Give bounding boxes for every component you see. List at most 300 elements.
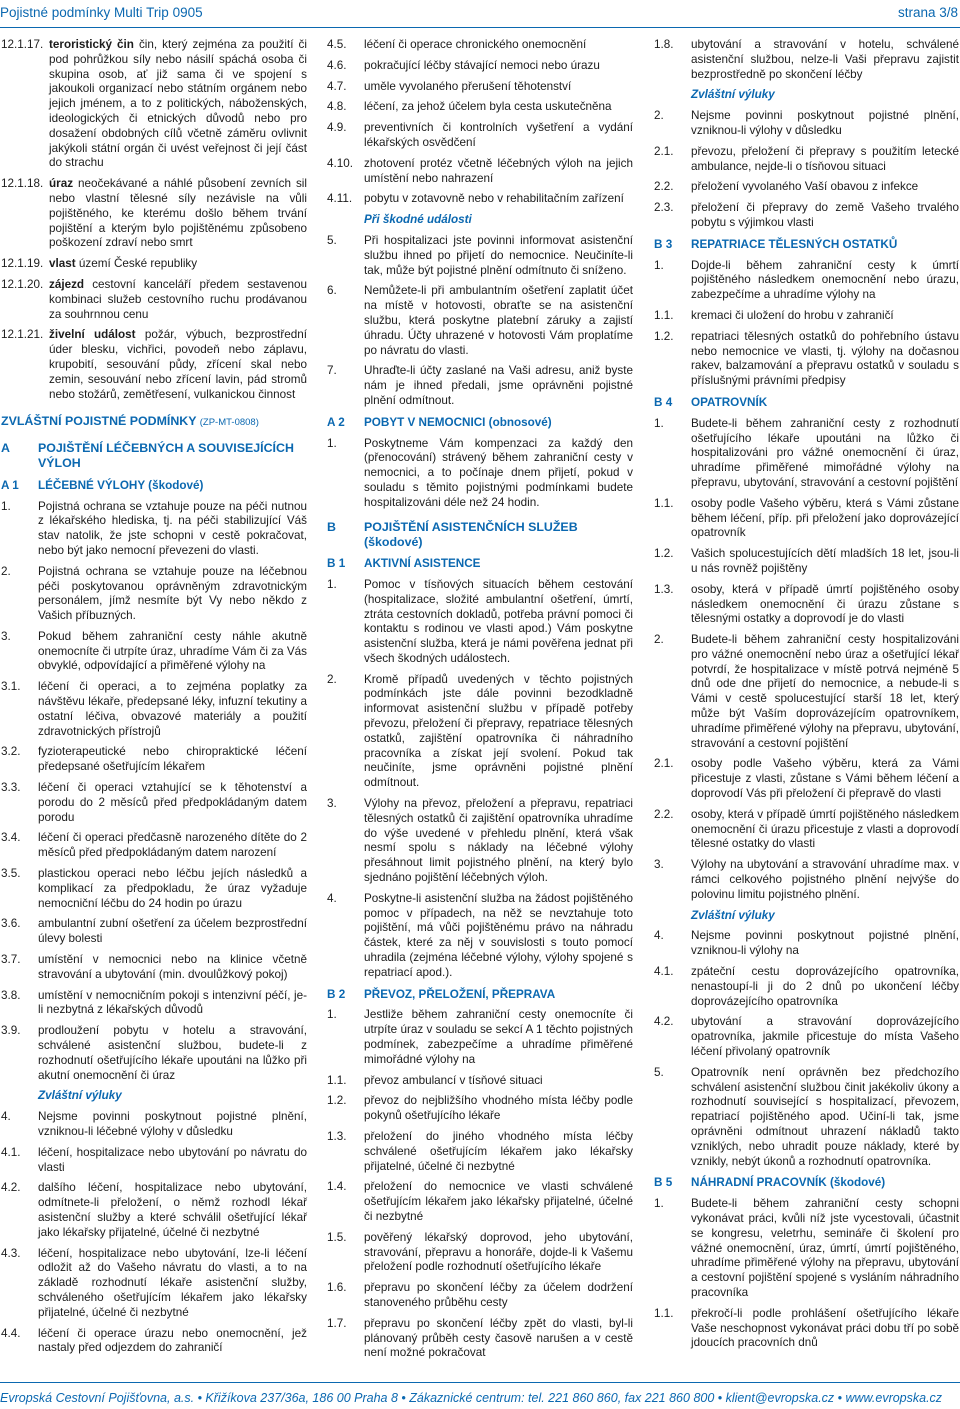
clause-number: 1.2. <box>654 547 674 561</box>
clause-number: 1. <box>654 258 664 272</box>
clause-text <box>364 1281 633 1311</box>
text-column-1 <box>1 38 307 1362</box>
clause <box>1 565 307 624</box>
clause-body: repatriaci tělesných ostatků do pohřebního ústavu nebo nemocnice ve vlasti, tj. výlohy na dočasnou rakev, balzamování a přepravu ostatků v souladu s příslušnými právními předpisy <box>691 329 959 388</box>
clause <box>654 1197 959 1301</box>
clause-text <box>38 565 307 624</box>
clause-number: 3.4. <box>1 831 21 845</box>
clause-body: Výlohy na převoz, přeložení a přepravu, repatriaci tělesných ostatků či zajištění opatrovníka uhradíme do výše uvedené v přehledu plnění, která však nesmí spolu s náklady na léčebné výlohy přesáhnout limit pojistného plnění, na který bylo sjednáno pojištění léčebných výloh. <box>364 797 633 885</box>
subsection-heading <box>1 479 307 494</box>
exclusions-heading: Zvláštní výluky <box>691 88 775 102</box>
clause <box>654 757 959 801</box>
clause-text <box>691 497 959 541</box>
clause <box>654 330 959 389</box>
clause-text <box>49 257 307 272</box>
clause <box>1 745 307 775</box>
clause-text <box>691 808 959 852</box>
clause-text <box>364 364 633 408</box>
clause-text <box>38 831 307 861</box>
clause-body: léčení či operace chronického onemocnění <box>364 38 587 51</box>
section-title: POJIŠTĚNÍ ASISTENČNÍCH SLUŽEB (škodové) <box>364 519 578 549</box>
clause-number: 1. <box>654 1197 664 1211</box>
clause-number: 5. <box>327 233 337 247</box>
clause-body: léčení, za jehož účelem byla cesta uskutečněna <box>364 100 612 114</box>
clause-number: 4. <box>327 891 337 905</box>
clause <box>1 1181 307 1240</box>
clause-number: 3.5. <box>1 867 21 881</box>
clause-body: převoz ambulancí v tísňové situaci <box>364 1073 543 1087</box>
clause-body: Nemůžete-li při ambulantním ošetření zaplatit účet na místě v hotovosti, obraťte se na asistenční službu, která poskytne platební záruky a zajistí úhradu. Účty uhrazené v hotovosti Vám proplatíme po návratu do vlasti. <box>364 284 633 357</box>
clause-body: překročí-li podle prohlášení ošetřujícího lékaře Vaše neschopnost vykonávat práci dobu tří po sobě jdoucích pracovních dnů <box>691 1306 959 1350</box>
clause-text <box>691 109 959 139</box>
clause <box>327 1094 633 1124</box>
clause-body: ubytování a stravování doprovázejícího opatrovníka, jakmile přicestuje do místa Vašeho léčení přivolaný opatrovník <box>691 1015 959 1059</box>
clause-body: léčení, hospitalizace nebo ubytování po návratu do vlasti <box>38 1145 307 1174</box>
clause-text <box>364 38 633 53</box>
clause-text <box>38 953 307 983</box>
clause <box>327 38 633 53</box>
clause-text <box>364 192 633 207</box>
clause-text <box>691 259 959 303</box>
defined-term: zájezd <box>49 277 85 291</box>
clause-text <box>691 38 959 82</box>
clause <box>654 1307 959 1351</box>
footer-divider <box>0 1382 960 1383</box>
clause-body: kremaci či uložení do hrobu v zahraničí <box>691 308 894 322</box>
clause-number: 4. <box>1 1110 11 1124</box>
clause-body: léčení či operaci vztahující se k těhotenství a porodu do 2 měsíců před předpokládaným datem porodu <box>38 781 307 824</box>
clause <box>327 59 633 74</box>
clause-number: 4.7. <box>327 79 347 93</box>
clause-text <box>38 680 307 739</box>
clause-body: Opatrovník není oprávněn bez předchozího schválení asistenční službou činit jakékoliv úkony a rozhodnutí související s hospitalizací, převozem, repatriací pojištěného apod. Učiní-li tak, jsme oprávněni odmítnout uhrazení nákladů takto vzniklých, nebo uhradit pouze náklady, které by vznikly, nebýt úkonů a rozhodnutí opatrovníka. <box>691 1065 959 1168</box>
clause-number: 1.2. <box>654 329 674 343</box>
clause-number: 1.6. <box>327 1281 347 1295</box>
clause-number: 3.9. <box>1 1024 21 1038</box>
clause-text <box>38 1146 307 1176</box>
clause-text <box>364 1180 633 1224</box>
section-letter: B <box>327 519 336 534</box>
clause <box>1 500 307 559</box>
clause-body: Pomoc v tísňových situacích během cestování (hospitalizace, složité ambulantní ošetření, úmrtí, ztráta cestovních dokladů, potřeba právní pomoci či kontaktu s rodinou ve vlasti apod.) Vám poskytne asistenční služba, která je námi pověřena jednat při všech škodných událostech. <box>364 577 633 665</box>
clause-text <box>691 965 959 1009</box>
special-conditions-code: (ZP-MT-0808) <box>199 417 259 429</box>
clause-text <box>38 1327 307 1357</box>
clause-number: 12.1.18. <box>1 177 44 191</box>
clause <box>327 1074 633 1089</box>
clause-body: Budete-li během zahraniční cesty z rozhodnutí ošetřujícího lékaře upoutáni na lůžko či hospitalizováni pro vážné onemocnění či úraz, uhradíme přiměřené mimořádné výlohy na přepravu, ubytování, stravování a cestovní pojištění <box>691 416 959 489</box>
clause-body: pověřený lékařský doprovod, jeho ubytování, stravování, přepravu a honoráře, dojde-li k Vašemu přeložení podle rozhodnutí ošetřujícího lékaře <box>364 1230 633 1274</box>
subsection-title: NÁHRADNÍ PRACOVNÍK (škodové) <box>691 1176 886 1190</box>
clause <box>327 1231 633 1275</box>
clause-body: Při hospitalizaci jste povinni informovat asistenční službu ihned po přijetí do nemocnice. Neučiníte-li tak, může být pojistné plnění odmítnuto či sníženo. <box>364 233 633 277</box>
clause <box>654 145 959 175</box>
subsection-heading <box>327 557 633 572</box>
subsection-heading <box>327 416 633 431</box>
clause <box>654 38 959 82</box>
clause-number: 4.10. <box>327 156 353 170</box>
clause-body: dalšího léčení, hospitalizace nebo ubytování, odmítnete-li přeložení, o němž rozhodl lékař asistenční služby a které schválil ošetřující lékař jako lékařsky přijatelné, účelné či nezbytné <box>38 1181 307 1239</box>
clause-text <box>364 284 633 358</box>
clause <box>1 1247 307 1321</box>
clause-text <box>38 500 307 559</box>
clause <box>327 100 633 115</box>
clause-number: 5. <box>654 1065 664 1079</box>
clause <box>327 673 633 791</box>
clause-text <box>364 1094 633 1124</box>
subsection-code: B 2 <box>327 987 346 1001</box>
clause-text <box>364 157 633 187</box>
clause-text <box>691 180 959 195</box>
clause-number: 2.2. <box>654 180 674 194</box>
clause-text <box>691 1197 959 1301</box>
clause-number: 3.6. <box>1 917 21 931</box>
clause-number: 2.1. <box>654 757 674 771</box>
clause-text <box>691 309 959 324</box>
clause-body: preventivních či kontrolních vyšetření a vydání lékařských osvědčení <box>364 121 633 149</box>
clause-body: Pojistná ochrana se vztahuje pouze na péči nutnou z lékařského hlediska, tj. na péči stabilizující Váš stav natolik, že jste schopni v cestě pokračovat, nebo být jako nemocní převezeni do vlasti. <box>38 499 307 557</box>
clause-number: 2.2. <box>654 807 674 821</box>
clause-text <box>38 630 307 674</box>
clause-body: Nejsme povinni poskytnout pojistné plnění, vzniknou-li výlohy na <box>691 929 959 958</box>
clause-number: 1. <box>654 416 664 430</box>
clause <box>327 1008 633 1067</box>
clause-text <box>49 177 307 251</box>
clause-number: 1.1. <box>327 1073 347 1087</box>
clause-number: 12.1.20. <box>1 277 44 291</box>
clause <box>654 808 959 852</box>
clause-number: 4.4. <box>1 1326 21 1340</box>
clause-body: zhotovení protéz včetně léčebných výloh na jejich umístění nebo nahrazení <box>364 156 633 185</box>
clause-text <box>38 745 307 775</box>
clause <box>654 109 959 139</box>
exclusions-heading: Zvláštní výluky <box>691 908 775 922</box>
clause <box>654 1066 959 1170</box>
clause-body: ambulantní zubní ošetření za účelem bezprostřední úlevy bolesti <box>38 917 307 946</box>
clause <box>1 1327 307 1357</box>
clause <box>327 437 633 511</box>
clause-number: 3.8. <box>1 988 21 1002</box>
section-letter: A <box>1 441 10 456</box>
clause-text <box>38 989 307 1019</box>
clause-number: 1.2. <box>327 1094 347 1108</box>
clause-number: 4.9. <box>327 121 347 135</box>
header-divider <box>0 27 960 28</box>
clause-body: Budete-li během zahraniční cesty schopni vykonávat práci, kvůli níž jste vycestovali, účastnit se kongresu, veletrhu, semináře či školení pro vážné onemocnění, úraz, úmrtí, úmrtí pojištěného, uhradíme přiměřené výlohy na přepravu, ubytování a cestovní pojištění spojené s vysláním náhradního pracovníka <box>691 1197 959 1299</box>
clause-body: Vašich spolucestujících dětí mladších 18 let, jsou-li u nás rovněž pojištěny <box>691 547 959 575</box>
clause-body: přepravu po skončení léčby za účelem dodržení stanoveného průběhu cesty <box>364 1281 633 1309</box>
clause-body: Nejsme povinni poskytnout pojistné plnění, vzniknou-li výlohy v důsledku <box>691 109 959 137</box>
clause-text <box>49 278 307 322</box>
clause-text <box>364 797 633 886</box>
subsection-code: B 1 <box>327 557 346 571</box>
clause-number: 4.3. <box>1 1246 21 1260</box>
clause-body: pobytu v zotavovně nebo v rehabilitačním zařízení <box>364 192 624 206</box>
subsection-code: B 5 <box>654 1176 673 1190</box>
clause <box>654 180 959 195</box>
clause-body: Uhraďte-li účty zaslané na Vaši adresu, aniž byste nám je ihned předali, jsme oprávněni pojistné plnění odmítnout. <box>364 364 633 407</box>
clause-number: 4. <box>654 929 664 943</box>
clause <box>1 831 307 861</box>
clause-body: Jestliže během zahraniční cesty onemocníte či utrpíte úraz v souladu se sekcí A 1 těchto pojistných podmínek, zabezpečíme a uhradíme přiměřené mimořádné výlohy na <box>364 1008 633 1066</box>
defined-term: úraz <box>49 177 74 191</box>
clause-body: Dojde-li během zahraniční cesty k úmrtí pojištěného následkem onemocnění nebo úrazu, zabezpečíme a uhradíme výlohy na <box>691 258 959 302</box>
section-heading <box>1 441 307 472</box>
clause-body: cestovní kanceláří předem sestavenou kombinaci služeb cestovního ruchu prodávanou za souhrnnou cenu <box>49 277 307 321</box>
clause-number: 3. <box>1 629 11 643</box>
clause <box>1 257 307 272</box>
special-conditions-title: ZVLÁŠTNÍ POJISTNÉ PODMÍNKY <box>1 414 197 429</box>
clause <box>654 417 959 491</box>
clause-number: 12.1.19. <box>1 257 44 271</box>
clause-body: Pokud během zahraniční cesty náhle akutně onemocníte či utrpíte úraz, uhradíme Vám či za Vás obvyklé, odpovídající a přiměřené výlohy na <box>38 629 307 673</box>
clause <box>1 278 307 322</box>
clause-number: 2. <box>327 672 337 686</box>
clause <box>1 953 307 983</box>
clause-body: území České republiky <box>75 257 198 271</box>
clause-body: Pojistná ochrana se vztahuje pouze na léčebnou péči poskytovanou oprávněným zdravotnickým personálem, jímž nesmíte být Vy nebo někdo z Vašich příbuzných. <box>38 564 307 623</box>
subsection-title: REPATRIACE TĚLESNÝCH OSTATKŮ <box>691 237 898 251</box>
clause-text <box>691 330 959 389</box>
exclusions-heading: Zvláštní výluky <box>38 1089 122 1103</box>
clause-body: léčení, hospitalizace nebo ubytování, lze-li léčení odložit až do Vašeho návratu do vlasti, a to na základě rozhodnutí lékaře asistenční služby, schváleného ošetřujícím lékařem jako lékařsky přijatelné, účelné či nezbytné <box>38 1246 307 1319</box>
clause-number: 12.1.21. <box>1 328 44 342</box>
clause-body: přeložení do jiného vhodného místa léčby schválené ošetřujícím lékařem jako lékařsky přijatelné, účelné či nezbytné <box>364 1130 633 1173</box>
clause <box>327 234 633 278</box>
clause <box>654 309 959 324</box>
clause-text <box>364 1317 633 1361</box>
clause <box>327 80 633 95</box>
clause <box>654 583 959 627</box>
clause-text <box>691 547 959 577</box>
clause-body: převozu, přeložení či přepravy s použitím letecké ambulance, nejde-li o tísňovou situaci <box>691 144 959 173</box>
clause-number: 1.1. <box>654 496 674 510</box>
clause-number: 4.5. <box>327 38 347 51</box>
clause-text <box>38 1181 307 1240</box>
clause <box>1 177 307 251</box>
clause-body: převoz do nejbližšího vhodného místa léčby podle pokynů ošetřujícího lékaře <box>364 1094 633 1123</box>
clause-number: 2. <box>654 109 664 123</box>
clause-body: přepravu po skončení léčby zpět do vlasti, byl-li plánovaný průběh cesty časově narušen a v cestě není možné pokračovat <box>364 1316 633 1360</box>
clause-text <box>38 867 307 911</box>
clause-number: 1. <box>1 499 11 513</box>
clause-text <box>364 1074 633 1089</box>
clause-number: 1.3. <box>654 582 674 596</box>
clause-number: 2.3. <box>654 201 674 215</box>
clause-number: 4.2. <box>1 1181 21 1195</box>
clause <box>327 1317 633 1361</box>
clause-number: 1.3. <box>327 1130 347 1143</box>
clause <box>1 328 307 402</box>
clause-body: osoby, která v případě úmrtí pojištěného osoby následkem onemocnění či úrazu zůstane s tělesnými ostatky a doprovodí je do vlasti <box>691 582 959 626</box>
clause <box>1 1110 307 1140</box>
clause <box>327 892 633 981</box>
clause-text <box>691 1015 959 1059</box>
clause-text <box>364 59 633 74</box>
clause-number: 2. <box>1 564 11 578</box>
subsection-heading <box>654 1176 959 1191</box>
clause-body: pokračující léčby stávající nemoci nebo úrazu <box>364 58 600 72</box>
clause <box>654 259 959 303</box>
clause-body: osoby podle Vašeho výběru, která za Vámi přicestuje z vlasti, zůstane s Vámi během léčení a doprovodí Vás při přeložení či přepravě do vlasti <box>691 757 959 801</box>
special-conditions-heading <box>1 414 307 431</box>
clause-body: přeložení vyvolaného Vaší obavou z infekce <box>691 180 919 194</box>
clause <box>327 1180 633 1224</box>
clause <box>1 989 307 1019</box>
subsection-heading <box>327 988 633 1003</box>
clause <box>327 192 633 207</box>
subsection-title: AKTIVNÍ ASISTENCE <box>364 557 481 571</box>
clause-text <box>691 201 959 231</box>
clause-body: zpáteční cestu doprovázejícího opatrovníka, nenastoupí-li ji do 2 dnů po ukončení léčby doprovázejícího opatrovníka <box>691 965 959 1008</box>
clause-body: uměle vyvolaného přerušení těhotenství <box>364 79 572 93</box>
clause-number: 3. <box>654 858 664 872</box>
subsection-heading <box>654 396 959 411</box>
clause-number: 1.7. <box>327 1316 347 1330</box>
clause-body: léčení či operaci, a to zejména poplatky za návštěvu lékaře, předepsané léky, infuzní tekutiny a ostatní léčiva, obvazové materiály a použití zdravotnických přístrojů <box>38 680 307 738</box>
subsection-title: POBYT V NEMOCNICI (obnosové) <box>364 415 552 429</box>
clause-number: 1.1. <box>654 1306 674 1320</box>
clause-body: požár, výbuch, bezprostřední úder blesku, vichřici, povodeň nebo záplavu, krupobití, sesouvání půdy, zřícení skal nebo zemin, sesouvání nebo zřícení lavin, pád stromů nebo stožárů, zemětřesení, vulkanickou činnost <box>49 328 308 401</box>
clause-number: 4.6. <box>327 58 347 72</box>
clause-text <box>49 328 307 402</box>
clause-number: 4.2. <box>654 1015 674 1029</box>
subsection-code: A 2 <box>327 415 345 429</box>
clause-number: 3. <box>327 797 337 811</box>
page-footer <box>0 1382 960 1409</box>
clause <box>654 633 959 751</box>
clause-number: 3.2. <box>1 745 21 759</box>
clause-text <box>364 100 633 115</box>
subsection-title: PŘEVOZ, PŘELOŽENÍ, PŘEPRAVA <box>364 987 556 1001</box>
clause <box>654 858 959 902</box>
clause <box>654 965 959 1009</box>
clause-number: 4.11. <box>327 192 353 206</box>
clause-text <box>38 1110 307 1140</box>
clause-number: 6. <box>327 284 337 298</box>
clause-body: léčení či operace úrazu nebo onemocnění, jež nastaly před odjezdem do zahraničí <box>38 1326 307 1355</box>
clause-body: plastickou operaci nebo léčbu jejích následků a komplikací za předpokladu, že úraz vyžaduje nemocniční léčbu do 24 hodin po úrazu <box>38 867 307 910</box>
clause-number: 1.5. <box>327 1230 347 1244</box>
clause-body: Výlohy na ubytování a stravování uhradíme max. v rámci celkového pojistného plnění nejvýše do polovinu limitu pojistného plnění. <box>691 858 959 901</box>
clause-text <box>691 757 959 801</box>
clause-text <box>691 417 959 491</box>
clause-number: 4.1. <box>1 1145 21 1159</box>
clause-body: umístění v nemocnici nebo na klinice včetně stravování a ubytování (min. dvoulůžkový pokoj) <box>38 953 307 981</box>
clause <box>1 1146 307 1176</box>
clause-number: 3.7. <box>1 953 21 967</box>
clause <box>654 547 959 577</box>
clause <box>327 121 633 151</box>
clause-body: Poskytne-li asistenční služba na žádost pojištěného pomoc v případech, na něž se nevztahuje toto pojištění, má vůči pojištěnému právo na náhradu částek, které za něj v souvislosti s touto pomocí uhradila (zejména léčebné výlohy, výlohy spojené s repatriací apod.). <box>364 891 633 979</box>
clause <box>654 1015 959 1059</box>
clause-text <box>691 633 959 751</box>
clause <box>327 364 633 408</box>
clause-text <box>691 1066 959 1170</box>
clause-body: přeložení či přepravy do země Vašeho trvalého pobytu s výjimkou vlasti <box>691 201 959 229</box>
clause-text <box>691 858 959 902</box>
clause <box>1 680 307 739</box>
clause-number: 2. <box>654 633 664 647</box>
clause-text <box>38 1247 307 1321</box>
page-header <box>0 0 960 22</box>
clause-body: osoby podle Vašeho výběru, která s Vámi zůstane během léčení, příp. při přeložení jako doprovázející opatrovník <box>691 496 959 540</box>
clause-text <box>364 80 633 95</box>
clause-text <box>364 1130 633 1174</box>
clause-number: 4.1. <box>654 965 674 979</box>
clause <box>1 917 307 947</box>
clause <box>1 38 307 171</box>
clause-number: 1.1. <box>654 308 674 322</box>
clause-number: 3.1. <box>1 680 21 694</box>
clause-body: neočekávané a náhlé působení zevních sil nebo vlastní tělesné síly nezávisle na vůli pojištěného, ke kterému došlo během trvání pojištění a kterým bylo pojištěnému způsobeno poškození zdraví nebo smrt <box>49 177 307 250</box>
clause-text <box>364 234 633 278</box>
clause <box>1 630 307 674</box>
clause <box>654 497 959 541</box>
clause-body: Poskytneme Vám kompenzaci za každý den (přenocování) strávený během zahraniční cesty v nemocnici, a to počínaje dnem přijetí, pokud v souladu s těmito pojistnými podmínkami budete hospitalizováni déle než 24 hodin. <box>364 436 633 509</box>
clause-number: 1. <box>327 436 337 450</box>
subsection-code: A 1 <box>1 478 19 492</box>
clause-body: Kromě případů uvedených v těchto pojistných podmínkách jste dále povinni bezodkladně informovat asistenční službu v případě potřeby převozu, přeložení či přepravy, repatriace tělesných ostatků, zajištění opatrovníka či náhradního pracovníka a získat její svolení. Pokud tak neučiníte, jsme oprávněni pojistné plnění odmítnout. <box>364 672 633 790</box>
clause-body: fyzioterapeutické nebo chiropraktické léčení předepsané ošetřujícím lékařem <box>38 745 307 774</box>
clause-text <box>364 437 633 511</box>
clause-text <box>691 583 959 627</box>
clause-text <box>364 1231 633 1275</box>
clause-text <box>38 917 307 947</box>
clause <box>327 1281 633 1311</box>
clause-text <box>691 1307 959 1351</box>
clause <box>654 929 959 959</box>
clause-text <box>38 781 307 825</box>
clause-text <box>364 1008 633 1067</box>
defined-term: živelní událost <box>49 328 136 342</box>
defined-term: vlast <box>49 257 76 271</box>
clause-text <box>364 673 633 791</box>
clause-text <box>364 121 633 151</box>
clause-text <box>691 145 959 175</box>
clause <box>1 781 307 825</box>
clause-number: 2.1. <box>654 144 674 158</box>
document-title: Pojistné podmínky Multi Trip 0905 <box>0 5 203 20</box>
footer-contact: Evropská Cestovní Pojišťovna, a.s. • Křižíkova 237/36a, 186 00 Praha 8 • Zákaznické centrum: tel. 221 860 860, fax 221 860 800 • klient@evropska.cz • www.evropska.cz <box>0 1391 943 1405</box>
clause-number: 1.4. <box>327 1180 347 1194</box>
subsection-title: LÉČEBNÉ VÝLOHY (škodové) <box>38 478 204 492</box>
clause-number: 3.3. <box>1 781 21 795</box>
clause <box>654 201 959 231</box>
clause-text <box>364 578 633 667</box>
clause-number: 1. <box>327 1008 337 1022</box>
text-column-2 <box>327 38 633 1367</box>
exclusions-heading: Při škodné události <box>364 213 472 227</box>
subsection-heading <box>654 238 959 253</box>
section-title: POJIŠTĚNÍ LÉČEBNÝCH A SOUVISEJÍCÍCH VÝLOH <box>38 441 294 471</box>
clause-body: čin, který zejména za použití či pod pohrůžkou síly nebo násilí spáchá osoba či skupina osob, ať již sama či ve spojení s jakoukoli organizací nebo státním orgánem nebo jejich jménem, a to z politických, náboženských, ideologických či etnických důvodů nebo pro dosažení obdobných cílů včetně záměru ovlivnit jakýkoli státní orgán či uvést veřejnost či její část do strachu <box>49 38 307 170</box>
text-column-3 <box>654 38 959 1357</box>
subsection-code: B 3 <box>654 237 673 251</box>
clause-body: Budete-li během zahraniční cesty hospitalizováni pro vážné onemocnění nebo úraz a ošetřující lékař potvrdí, že hospitalizace v místě potrvá nejméně 5 dnů ode dne přijetí do nemocnice, a nebude-li s Vámi v cestě spolucestující starší 18 let, který může být Vaším doprovázejícím opatrovníkem, uhradíme přiměřené výlohy na přepravu, ubytování, stravování a cestovní pojištění <box>691 633 959 750</box>
clause-body: umístění v nemocničním pokoji s intenzivní péčí, je-li nezbytná z lékařských důvodů <box>38 988 307 1017</box>
clause-body: Nejsme povinni poskytnout pojistné plnění, vzniknou-li léčebné výlohy v důsledku <box>38 1110 307 1138</box>
clause-body: ubytování a stravování v hotelu, schválené asistenční službou, nelze-li Vaši přepravu zajistit bezprostředně po skončení léčby <box>691 38 959 81</box>
clause-body: osoby, která v případě úmrtí pojištěného následkem onemocnění či úrazu přicestuje z vlasti a doprovodí tělesné ostatky do vlasti <box>691 807 959 851</box>
section-heading <box>327 520 633 551</box>
clause <box>1 1024 307 1083</box>
clause-body: léčení či operaci předčasně narozeného dítěte do 2 měsíců před předpokládaným datem narození <box>38 831 307 860</box>
clause-number: 7. <box>327 364 337 378</box>
clause-text <box>49 38 307 171</box>
clause-text <box>38 1024 307 1083</box>
clause <box>1 867 307 911</box>
